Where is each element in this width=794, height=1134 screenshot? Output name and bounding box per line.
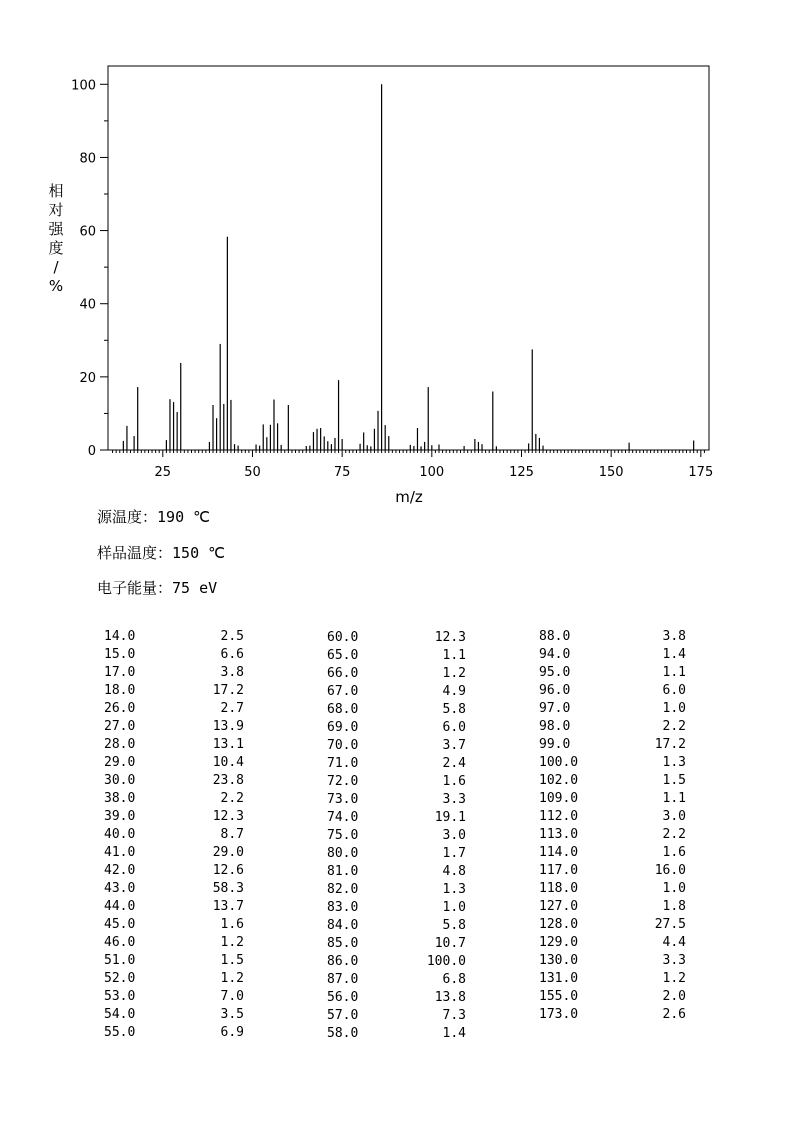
y-tick-label: 100: [71, 78, 96, 94]
mz-value: 80.0: [327, 846, 359, 861]
abundance-value: 1.2: [220, 935, 244, 950]
mz-value: 52.0: [104, 971, 136, 986]
y-axis: [71, 78, 108, 459]
mz-value: 127.0: [539, 899, 579, 914]
x-axis-label: m/z: [395, 488, 423, 506]
y-axis-label-char: /: [53, 258, 59, 276]
abundance-value: 3.8: [662, 629, 686, 644]
y-tick-label: 0: [87, 444, 96, 459]
abundance-value: 1.1: [442, 648, 466, 663]
abundance-value: 6.0: [442, 720, 466, 735]
abundance-value: 1.8: [662, 899, 686, 914]
mz-value: 87.0: [327, 972, 359, 987]
x-axis: [113, 450, 714, 480]
mz-value: 53.0: [104, 989, 136, 1004]
x-tick-label: 100: [419, 465, 445, 480]
mz-value: 17.0: [104, 665, 136, 680]
sample-temp-label: 样品温度：: [97, 544, 173, 562]
mz-value: 65.0: [327, 648, 359, 663]
abundance-value: 58.3: [212, 881, 244, 896]
abundance-value: 2.2: [662, 719, 686, 734]
abundance-value: 3.3: [662, 953, 686, 968]
mz-value: 81.0: [327, 864, 359, 879]
abundance-value: 100.0: [426, 954, 466, 969]
abundance-value: 1.0: [662, 881, 686, 896]
mz-value: 98.0: [539, 719, 571, 734]
abundance-value: 6.9: [220, 1025, 244, 1040]
mz-value: 99.0: [539, 737, 571, 752]
abundance-value: 13.9: [212, 719, 244, 734]
mz-value: 128.0: [539, 917, 579, 932]
y-tick-label: 20: [79, 370, 96, 386]
mz-value: 43.0: [104, 881, 136, 896]
abundance-value: 1.3: [662, 755, 686, 770]
abundance-value: 3.0: [442, 828, 466, 843]
mz-value: 112.0: [539, 809, 579, 824]
mz-value: 114.0: [539, 845, 579, 860]
abundance-value: 12.6: [212, 863, 244, 878]
mz-value: 60.0: [327, 630, 359, 645]
abundance-value: 12.3: [434, 630, 466, 645]
abundance-value: 1.4: [662, 647, 686, 662]
y-axis-label: [46, 182, 66, 296]
x-tick-label: 175: [688, 465, 714, 480]
abundance-value: 3.5: [220, 1007, 244, 1022]
abundance-value: 1.0: [662, 701, 686, 716]
abundance-value: 2.2: [662, 827, 686, 842]
mz-value: 58.0: [327, 1026, 359, 1041]
abundance-value: 1.6: [220, 917, 244, 932]
mz-value: 39.0: [104, 809, 136, 824]
abundance-value: 10.7: [434, 936, 466, 951]
abundance-value: 7.3: [442, 1008, 466, 1023]
abundance-value: 2.2: [220, 791, 244, 806]
mz-value: 113.0: [539, 827, 579, 842]
mz-value: 14.0: [104, 629, 136, 644]
abundance-value: 17.2: [212, 683, 244, 698]
abundance-value: 1.0: [442, 900, 466, 915]
abundance-value: 1.2: [442, 666, 466, 681]
y-axis-label-char: 相: [48, 182, 64, 200]
abundance-value: 1.2: [220, 971, 244, 986]
mass-spectrum-chart: [0, 0, 794, 510]
electron-energy: [97, 577, 217, 598]
mz-value: 70.0: [327, 738, 359, 753]
mz-value: 74.0: [327, 810, 359, 825]
abundance-value: 6.6: [220, 647, 244, 662]
mz-value: 54.0: [104, 1007, 136, 1022]
abundance-value: 1.2: [662, 971, 686, 986]
abundance-value: 2.4: [442, 756, 466, 771]
source-temp-value: 190 ℃: [157, 508, 210, 526]
energy-label: 电子能量：: [97, 579, 173, 597]
abundance-value: 2.7: [220, 701, 244, 716]
mz-value: 29.0: [104, 755, 136, 770]
abundance-value: 5.8: [442, 918, 466, 933]
mz-value: 100.0: [539, 755, 579, 770]
y-axis-label-char: 度: [48, 239, 64, 257]
mz-value: 117.0: [539, 863, 579, 878]
abundance-value: 12.3: [212, 809, 244, 824]
mz-value: 96.0: [539, 683, 571, 698]
mz-value: 67.0: [327, 684, 359, 699]
y-tick-label: 40: [79, 297, 96, 313]
abundance-value: 3.7: [442, 738, 466, 753]
x-tick-label: 50: [244, 465, 261, 480]
abundance-value: 3.8: [220, 665, 244, 680]
abundance-value: 2.6: [662, 1007, 686, 1022]
mz-value: 130.0: [539, 953, 579, 968]
abundance-value: 5.8: [442, 702, 466, 717]
sample-temp-value: 150 ℃: [172, 544, 225, 562]
abundance-value: 10.4: [212, 755, 244, 770]
y-tick-label: 80: [79, 151, 96, 167]
mz-value: 84.0: [327, 918, 359, 933]
x-tick-label: 150: [598, 465, 624, 480]
mz-value: 94.0: [539, 647, 571, 662]
abundance-value: 1.5: [220, 953, 244, 968]
abundance-value: 8.7: [220, 827, 244, 842]
mz-value: 51.0: [104, 953, 136, 968]
mz-value: 131.0: [539, 971, 579, 986]
mz-value: 26.0: [104, 701, 136, 716]
abundance-value: 17.2: [654, 737, 686, 752]
abundance-value: 1.1: [662, 665, 686, 680]
abundance-value: 27.5: [654, 917, 686, 932]
mz-value: 30.0: [104, 773, 136, 788]
mz-value: 73.0: [327, 792, 359, 807]
mz-value: 129.0: [539, 935, 579, 950]
mz-value: 44.0: [104, 899, 136, 914]
mz-value: 86.0: [327, 954, 359, 969]
mz-value: 85.0: [327, 936, 359, 951]
mz-value: 55.0: [104, 1025, 136, 1040]
mz-value: 38.0: [104, 791, 136, 806]
abundance-value: 1.4: [442, 1026, 466, 1041]
y-axis-label-char: 对: [48, 201, 64, 219]
mz-value: 40.0: [104, 827, 136, 842]
abundance-value: 2.0: [662, 989, 686, 1004]
abundance-value: 4.8: [442, 864, 466, 879]
mz-value: 71.0: [327, 756, 359, 771]
mz-value: 18.0: [104, 683, 136, 698]
mz-value: 56.0: [327, 990, 359, 1005]
mz-value: 83.0: [327, 900, 359, 915]
mz-value: 155.0: [539, 989, 579, 1004]
mz-value: 28.0: [104, 737, 136, 752]
mz-value: 109.0: [539, 791, 579, 806]
abundance-value: 16.0: [654, 863, 686, 878]
mz-value: 97.0: [539, 701, 571, 716]
abundance-value: 29.0: [212, 845, 244, 860]
mz-value: 46.0: [104, 935, 136, 950]
x-tick-label: 125: [509, 465, 534, 480]
abundance-value: 1.1: [662, 791, 686, 806]
mz-value: 68.0: [327, 702, 359, 717]
y-axis-label-char: %: [48, 277, 64, 295]
abundance-value: 1.6: [442, 774, 466, 789]
abundance-value: 3.0: [662, 809, 686, 824]
mz-value: 15.0: [104, 647, 136, 662]
abundance-value: 7.0: [220, 989, 244, 1004]
mz-value: 88.0: [539, 629, 571, 644]
mz-value: 118.0: [539, 881, 579, 896]
y-tick-label: 60: [79, 224, 96, 240]
mz-value: 95.0: [539, 665, 571, 680]
abundance-value: 3.3: [442, 792, 466, 807]
abundance-value: 13.7: [212, 899, 244, 914]
mz-value: 82.0: [327, 882, 359, 897]
mz-value: 75.0: [327, 828, 359, 843]
mz-value: 57.0: [327, 1008, 359, 1023]
abundance-value: 13.8: [434, 990, 466, 1005]
plot-frame: [108, 66, 709, 450]
mz-value: 45.0: [104, 917, 136, 932]
mz-value: 66.0: [327, 666, 359, 681]
abundance-value: 19.1: [434, 810, 466, 825]
abundance-value: 6.8: [442, 972, 466, 987]
mz-value: 69.0: [327, 720, 359, 735]
mz-value: 72.0: [327, 774, 359, 789]
abundance-value: 4.4: [662, 935, 686, 950]
abundance-value: 23.8: [212, 773, 244, 788]
mz-value: 102.0: [539, 773, 579, 788]
mz-value: 41.0: [104, 845, 136, 860]
x-tick-label: 25: [154, 465, 172, 480]
abundance-value: 1.3: [442, 882, 466, 897]
source-temperature: [97, 506, 210, 527]
mz-value: 42.0: [104, 863, 136, 878]
abundance-value: 2.5: [220, 629, 244, 644]
abundance-value: 6.0: [662, 683, 686, 698]
abundance-value: 1.5: [662, 773, 686, 788]
energy-value: 75 eV: [172, 579, 218, 597]
source-temp-label: 源温度：: [97, 508, 158, 526]
abundance-value: 13.1: [212, 737, 244, 752]
abundance-value: 4.9: [442, 684, 466, 699]
y-axis-label-char: 强: [48, 220, 64, 238]
abundance-value: 1.7: [442, 846, 466, 861]
mz-value: 173.0: [539, 1007, 579, 1022]
spectrum-peaks: [123, 84, 693, 450]
mz-value: 27.0: [104, 719, 136, 734]
x-tick-label: 75: [333, 465, 351, 480]
sample-temperature: [97, 542, 225, 563]
abundance-value: 1.6: [662, 845, 686, 860]
